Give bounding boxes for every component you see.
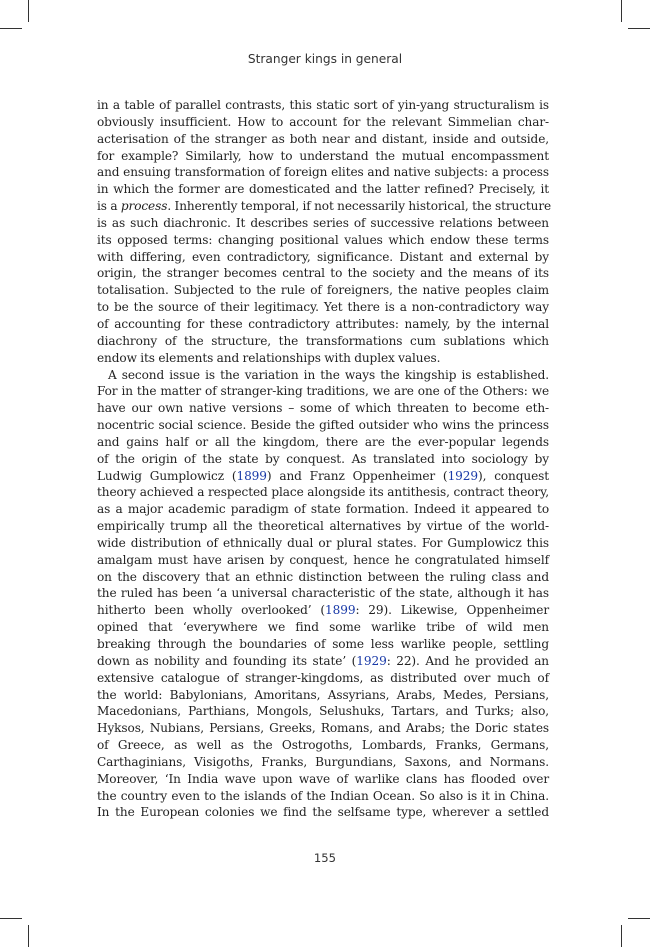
text-line: on the discovery that an ethnic distinction between the ruling class and	[97, 569, 549, 584]
text-line: amalgam must have arisen by conquest, hence he congratulated himself	[97, 552, 549, 567]
text-line: Moreover, ‘In India wave upon wave of warlike clans has flooded over	[97, 771, 549, 786]
crop-mark-bottom-left	[28, 925, 29, 947]
text-line	[97, 198, 552, 215]
text-line: wide distribution of ethnically dual or plural states. For Gumplowicz this	[97, 535, 549, 550]
text-line: nocentric social science. Beside the gifted outsider who wins the princess	[97, 418, 549, 433]
emphasis: process	[120, 199, 168, 214]
text-line: to be the source of their legitimacy. Yet there is a non-contradictory way	[97, 300, 549, 315]
body-text	[97, 97, 552, 821]
text-line: its opposed terms: changing positional values which endow these terms	[97, 232, 549, 247]
citation-link[interactable]: 1929	[447, 468, 478, 483]
text-line: and gains half or all the kingdom, there are the ever-popular legends	[97, 434, 549, 449]
text-line: endow its elements and relationships with duplex values.	[97, 350, 441, 365]
text-line: the country even to the islands of the Indian Ocean. So also is it in China.	[97, 788, 549, 803]
text-line: obviously insufficient. How to account for the relevant Simmelian char-	[97, 114, 549, 129]
paragraph	[97, 367, 549, 822]
citation-link[interactable]: 1899	[325, 603, 356, 618]
citation-link[interactable]: 1899	[236, 468, 267, 483]
text-line: is as such diachronic. It describes series of successive relations between	[97, 215, 549, 230]
text-line: of Greece, as well as the Ostrogoths, Lombards, Franks, Germans,	[97, 738, 549, 753]
paragraph	[97, 97, 552, 367]
page-number: 155	[313, 851, 337, 865]
text-line: the world: Babylonians, Amoritans, Assyrians, Arabs, Medes, Persians,	[97, 687, 549, 702]
crop-mark-top-left	[28, 0, 29, 22]
text-line: with differing, even contradictory, significance. Distant and external by	[97, 249, 549, 264]
text-line: in a table of parallel contrasts, this static sort of yin-yang structuralism is	[97, 98, 549, 112]
text-line	[97, 653, 549, 670]
text-line: breaking through the boundaries of some less warlike people, settling	[97, 637, 549, 651]
text-run: hitherto been wholly overlooked’ (	[97, 603, 326, 618]
text-run: ), conquest	[477, 468, 549, 483]
text-run: : 22). And he provided an	[386, 653, 549, 668]
text-line: A second issue is the variation in the ways the kingship is established.	[108, 367, 549, 382]
text-line: diachrony of the structure, the transformations cum sublations which	[97, 333, 549, 348]
text-run: is a	[97, 199, 121, 214]
text-run: down as nobility and founding its state’ (	[97, 653, 357, 668]
text-run: . Inherently temporal, if not necessarily historical, the structure	[167, 199, 552, 214]
text-line: in which the former are domesticated and the latter refined? Precisely, it	[97, 182, 549, 197]
text-run: : 29). Likewise, Oppenheimer	[355, 603, 549, 618]
text-line: extensive catalogue of stranger-kingdoms, as distributed over much of	[97, 670, 549, 685]
text-line: For in the matter of stranger-king traditions, we are one of the Others: we	[97, 384, 549, 399]
text-run: Ludwig Gumplowicz (	[97, 468, 237, 483]
text-line: theory achieved a respected place alongside its antithesis, contract theory,	[97, 485, 549, 500]
text-line: Macedonians, Parthians, Mongols, Selushuks, Tartars, and Turks; also,	[97, 704, 549, 719]
text-line: for example? Similarly, how to understand the mutual encompassment	[97, 148, 549, 163]
text-line: opined that ‘everywhere we find some warlike tribe of wild men	[97, 620, 549, 635]
crop-mark-top-left	[0, 28, 22, 29]
text-line: and ensuing transformation of foreign elites and native subjects: a process	[97, 165, 549, 180]
crop-mark-bottom-left	[0, 918, 22, 919]
text-line: as a major academic paradigm of state formation. Indeed it appeared to	[97, 502, 549, 517]
text-line: empirically trump all the theoretical alternatives by virtue of the world-	[97, 519, 549, 534]
crop-mark-bottom-right	[621, 925, 622, 947]
text-line: In the European colonies we find the selfsame type, wherever a settled	[97, 805, 549, 820]
text-run: ) and Franz Oppenheimer (	[266, 468, 448, 483]
text-line: origin, the stranger becomes central to the society and the means of its	[97, 266, 549, 281]
text-line	[97, 602, 549, 619]
text-line: the ruled has been ‘a universal characteristic of the state, although it has	[97, 586, 549, 601]
text-line: of the origin of the state by conquest. As translated into sociology by	[97, 451, 549, 466]
text-line: have our own native versions – some of which threaten to become eth-	[97, 401, 549, 416]
crop-mark-bottom-right	[628, 918, 650, 919]
text-line: acterisation of the stranger as both near and distant, inside and outside,	[97, 131, 549, 146]
text-line: Carthaginians, Visigoths, Franks, Burgundians, Saxons, and Normans.	[97, 754, 549, 769]
crop-mark-top-right	[628, 28, 650, 29]
crop-mark-top-right	[621, 0, 622, 22]
text-line: of accounting for these contradictory attributes: namely, by the internal	[97, 316, 549, 331]
running-head: Stranger kings in general	[247, 52, 403, 66]
text-line	[97, 468, 549, 485]
text-line: totalisation. Subjected to the rule of foreigners, the native peoples claim	[97, 283, 549, 298]
text-line: Hyksos, Nubians, Persians, Greeks, Romans, and Arabs; the Doric states	[97, 721, 549, 736]
citation-link[interactable]: 1929	[356, 653, 387, 668]
